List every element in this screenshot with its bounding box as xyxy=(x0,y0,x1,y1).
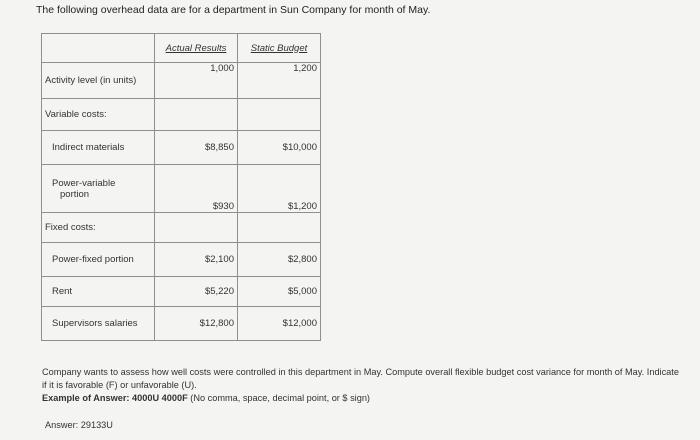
activity-label: Activity level (in units) xyxy=(42,63,155,99)
fixed-costs-actual-empty xyxy=(155,213,238,243)
indirect-materials-label: Indirect materials xyxy=(42,131,155,165)
variable-costs-static-empty xyxy=(238,99,321,131)
power-fixed-actual: $2,100 xyxy=(155,243,238,277)
header-static-budget: Static Budget xyxy=(238,34,321,63)
example-line xyxy=(42,392,682,405)
rent-static: $5,000 xyxy=(238,277,321,307)
power-variable-label xyxy=(42,165,155,213)
table-row-indirect xyxy=(42,131,321,165)
activity-actual: 1,000 xyxy=(155,63,238,99)
power-fixed-static: $2,800 xyxy=(238,243,321,277)
indirect-materials-static: $10,000 xyxy=(238,131,321,165)
header-actual-results: Actual Results xyxy=(155,34,238,63)
power-variable-actual: $930 xyxy=(155,165,238,213)
table-header-row xyxy=(42,34,321,63)
answer-text: Answer: 29133U xyxy=(45,420,113,430)
indirect-materials-actual: $8,850 xyxy=(155,131,238,165)
fixed-costs-label: Fixed costs: xyxy=(42,213,155,243)
supervisors-salaries-label: Supervisors salaries xyxy=(42,307,155,341)
table-row-activity xyxy=(42,63,321,99)
header-blank xyxy=(42,34,155,63)
power-fixed-label: Power-fixed portion xyxy=(42,243,155,277)
overhead-table xyxy=(41,33,321,341)
example-label: Example of Answer: 4000U 4000F xyxy=(42,393,188,403)
table-row-supervisors xyxy=(42,307,321,341)
instructions-note xyxy=(42,366,682,405)
variable-costs-actual-empty xyxy=(155,99,238,131)
supervisors-salaries-actual: $12,800 xyxy=(155,307,238,341)
table-row-variable-header xyxy=(42,99,321,131)
table-row-rent xyxy=(42,277,321,307)
power-variable-static: $1,200 xyxy=(238,165,321,213)
supervisors-salaries-static: $12,000 xyxy=(238,307,321,341)
power-variable-label-line1: Power-variable xyxy=(52,177,116,189)
table-row-power-variable xyxy=(42,165,321,213)
table-row-power-fixed xyxy=(42,243,321,277)
activity-static: 1,200 xyxy=(238,63,321,99)
power-variable-label-line2: portion xyxy=(60,188,90,200)
variable-costs-label: Variable costs: xyxy=(42,99,155,131)
intro-text: The following overhead data are for a department in Sun Company for month of May. xyxy=(36,4,431,16)
rent-actual: $5,220 xyxy=(155,277,238,307)
table-row-fixed-header xyxy=(42,213,321,243)
rent-label: Rent xyxy=(42,277,155,307)
example-rest: (No comma, space, decimal point, or $ sign) xyxy=(187,393,370,403)
fixed-costs-static-empty xyxy=(238,213,321,243)
instructions-text: Company wants to assess how well costs were controlled in this department in May. Compute overall flexible budget cost variance for month of May. Indicate if it is favorable (F) or unfavorable (U). xyxy=(42,367,679,390)
